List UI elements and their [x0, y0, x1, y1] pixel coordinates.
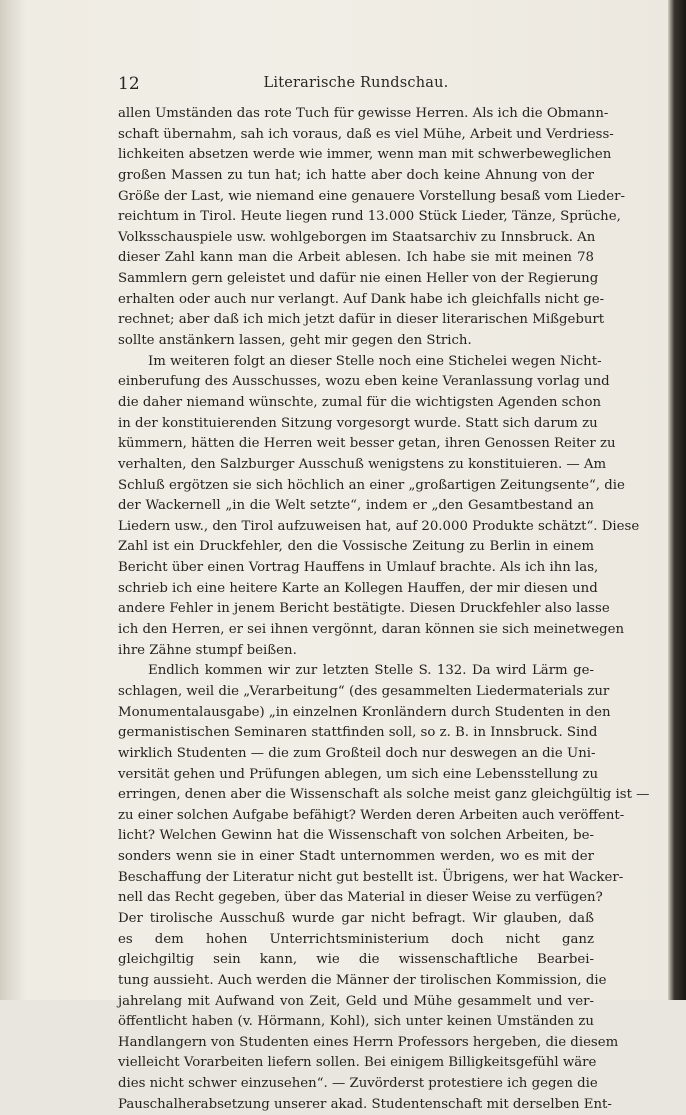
text-line: der Wackernell „in die Welt setzte“, indem er „den Gesamtbestand an	[118, 498, 594, 514]
text-line: Schluß ergötzen sie sich höchlich an einer „großartigen Zeitungsente“, die	[118, 477, 625, 493]
text-line: allen Umständen das rote Tuch für gewisse Herren. Als ich die Obmann-	[118, 106, 609, 121]
text-line: Der tirolische Ausschuß wurde gar nicht befragt. Wir glauben, daß	[118, 910, 594, 926]
text-line: sollte anstänkern lassen, geht mir gegen den Strich.	[118, 333, 472, 349]
text-line: erringen, denen aber die Wissenschaft als solche meist ganz gleichgültig ist —	[118, 787, 650, 803]
text-line: nell das Recht gegeben, über das Material in dieser Weise zu verfügen?	[118, 890, 603, 906]
body-text	[118, 104, 650, 1115]
text-line: ich den Herren, er sei ihnen vergönnt, daran können sie sich meinetwegen	[118, 622, 625, 638]
binding-shadow	[0, 0, 26, 1000]
text-line: germanistischen Seminaren stattfinden soll, so z. B. in Innsbruck. Sind	[118, 725, 598, 741]
text-line: dieser Zahl kann man die Arbeit ablesen. Ich habe sie mit meinen 78	[118, 250, 594, 266]
text-line: Zahl ist ein Druckfehler, den die Vossische Zeitung zu Berlin in einem	[118, 539, 594, 555]
text-line: kümmern, hätten die Herren weit besser getan, ihren Genossen Reiter zu	[118, 436, 616, 452]
text-line: lichkeiten absetzen werde wie immer, wenn man mit schwerbeweglichen	[118, 147, 612, 163]
text-line: Handlangern von Studenten eines Herrn Professors hergeben, die diesem	[118, 1034, 619, 1050]
text-line: Pauschalherabsetzung unserer akad. Studentenschaft mit derselben Ent-	[118, 1096, 612, 1112]
text-line: vielleicht Vorarbeiten liefern sollen. Bei einigem Billigkeitsgefühl wäre	[118, 1055, 597, 1071]
text-line: Beschaffung der Literatur nicht gut bestellt ist. Übrigens, wer hat Wacker-	[118, 869, 624, 885]
text-line: die daher niemand wünschte, zumal für die wichtigsten Agenden schon	[118, 394, 602, 410]
text-line: einberufung des Ausschusses, wozu eben keine Veranlassung vorlag und	[118, 374, 610, 390]
page-number: 12	[118, 74, 140, 94]
text-line: Monumentalausgabe) „in einzelnen Kronländern durch Studenten in den	[118, 704, 611, 720]
text-line: es dem hohen Unterrichtsministerium doch nicht ganz	[118, 931, 594, 947]
text-line: versität gehen und Prüfungen ablegen, um sich eine Lebensstellung zu	[118, 766, 599, 782]
page-header	[118, 74, 594, 94]
text-line: andere Fehler in jenem Bericht bestätigte. Diesen Druckfehler also lasse	[118, 601, 610, 617]
text-line: wirklich Studenten — die zum Großteil doch nur deswegen an die Uni-	[118, 745, 596, 761]
text-line: Sammlern gern geleistet und dafür nie einen Heller von der Regierung	[118, 271, 599, 287]
text-line: reichtum in Tirol. Heute liegen rund 13.000 Stück Lieder, Tänze, Sprüche,	[118, 209, 621, 225]
text-line: licht? Welchen Gewinn hat die Wissenschaft von solchen Arbeiten, be-	[118, 828, 594, 844]
page-edge	[668, 0, 686, 1000]
text-line: jahrelang mit Aufwand von Zeit, Geld und Mühe gesammelt und ver-	[118, 993, 594, 1009]
text-line: rechnet; aber daß ich mich jetzt dafür in dieser literarischen Mißgeburt	[118, 312, 605, 328]
text-line: Endlich kommen wir zur letzten Stelle S. 132. Da wird Lärm ge-	[148, 663, 594, 679]
text-line: sonders wenn sie in einer Stadt unternommen werden, wo es mit der	[118, 849, 594, 865]
text-line: Im weiteren folgt an dieser Stelle noch eine Stichelei wegen Nicht-	[148, 353, 602, 369]
text-line: schaft übernahm, sah ich voraus, daß es viel Mühe, Arbeit und Verdriess-	[118, 126, 614, 142]
text-line: erhalten oder auch nur verlangt. Auf Dank habe ich gleichfalls nicht ge-	[118, 291, 605, 307]
text-line: öffentlicht haben (v. Hörmann, Kohl), sich unter keinen Umständen zu	[118, 1014, 594, 1030]
running-title: Literarische Rundschau.	[263, 75, 449, 91]
text-line: Volksschauspiele usw. wohlgeborgen im Staatsarchiv zu Innsbruck. An	[118, 229, 596, 245]
text-line: in der konstituierenden Sitzung vorgesorgt wurde. Statt sich darum zu	[118, 415, 598, 431]
text-line: großen Massen zu tun hat; ich hatte aber doch keine Ahnung von der	[118, 167, 594, 183]
text-line: Liedern usw., den Tirol aufzuweisen hat, auf 20.000 Produkte schätzt“. Diese	[118, 518, 640, 534]
text-line: ihre Zähne stumpf beißen.	[118, 642, 297, 658]
text-line: verhalten, den Salzburger Ausschuß wenigstens zu konstituieren. — Am	[118, 456, 607, 472]
text-line: schlagen, weil die „Verarbeitung“ (des gesammelten Liedermaterials zur	[118, 683, 610, 699]
text-line: dies nicht schwer einzusehen“. — Zuvörderst protestiere ich gegen die	[118, 1076, 598, 1092]
text-line: Größe der Last, wie niemand eine genauere Vorstellung besaß vom Lieder-	[118, 188, 626, 204]
text-line: Bericht über einen Vortrag Hauffens in Umlauf brachte. Als ich ihn las,	[118, 560, 599, 576]
text-line: tung aussieht. Auch werden die Männer der tirolischen Kommission, die	[118, 972, 607, 988]
text-line: gleichgiltig sein kann, wie die wissenschaftliche Bearbei-	[118, 952, 594, 968]
text-line: schrieb ich eine heitere Karte an Kollegen Hauffen, der mir diesen und	[118, 580, 598, 596]
text-line: zu einer solchen Aufgabe befähigt? Werden deren Arbeiten auch veröffent-	[118, 807, 625, 823]
